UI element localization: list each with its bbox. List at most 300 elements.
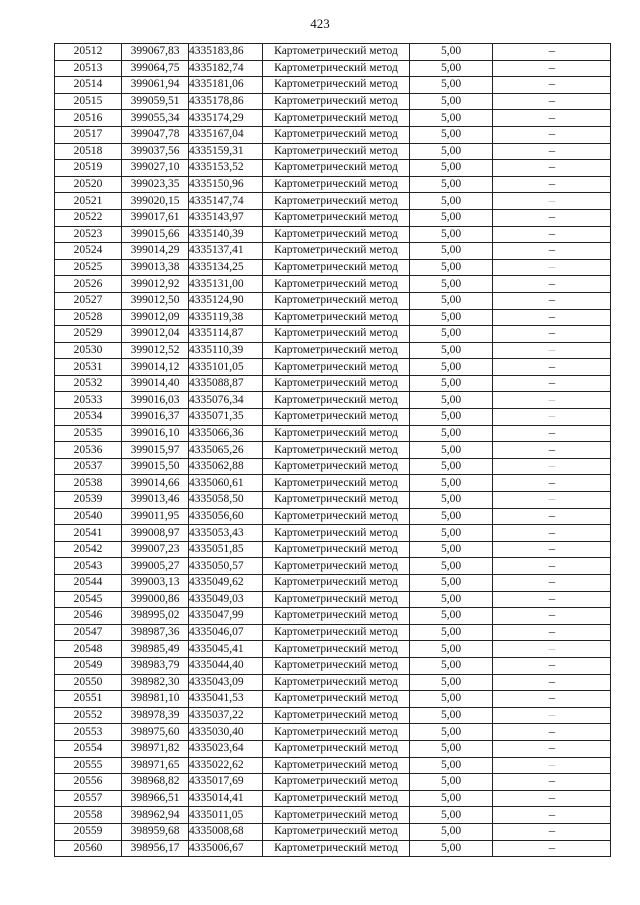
note-cell	[493, 143, 611, 160]
accuracy-cell: 5,00	[410, 657, 493, 674]
note-cell	[493, 292, 611, 309]
method-cell: Картометрический метод	[263, 276, 410, 293]
y-coordinate-cell: 4335022,62	[189, 757, 263, 774]
note-value: –	[548, 460, 555, 473]
table-row	[55, 492, 611, 509]
x-coordinate-cell: 399064,75	[122, 60, 189, 77]
y-coordinate-cell: 4335062,88	[189, 458, 263, 475]
x-coordinate-cell: 398983,79	[122, 657, 189, 674]
note-cell	[493, 60, 611, 77]
x-coordinate-cell: 399014,40	[122, 375, 189, 392]
x-coordinate-cell: 398987,36	[122, 624, 189, 641]
y-coordinate-cell: 4335110,39	[189, 342, 263, 359]
accuracy-cell: 5,00	[410, 77, 493, 94]
accuracy-cell: 5,00	[410, 292, 493, 309]
y-coordinate-cell: 4335131,00	[189, 276, 263, 293]
table-row	[55, 475, 611, 492]
y-coordinate-cell: 4335044,40	[189, 657, 263, 674]
note-value: –	[548, 509, 555, 522]
note-value: –	[548, 227, 555, 240]
note-cell	[493, 823, 611, 840]
note-cell	[493, 392, 611, 409]
point-number-cell: 20527	[55, 292, 122, 309]
x-coordinate-cell: 399012,50	[122, 292, 189, 309]
accuracy-cell: 5,00	[410, 60, 493, 77]
y-coordinate-cell: 4335014,41	[189, 790, 263, 807]
accuracy-cell: 5,00	[410, 790, 493, 807]
table-row	[55, 541, 611, 558]
note-value: –	[548, 211, 555, 224]
table-row	[55, 558, 611, 575]
point-number-cell: 20554	[55, 740, 122, 757]
accuracy-cell: 5,00	[410, 624, 493, 641]
accuracy-cell: 5,00	[410, 823, 493, 840]
y-coordinate-cell: 4335053,43	[189, 525, 263, 542]
y-coordinate-cell: 4335017,69	[189, 774, 263, 791]
note-value: –	[548, 277, 555, 290]
note-value: –	[548, 476, 555, 489]
note-value: –	[548, 261, 555, 274]
note-cell	[493, 691, 611, 708]
note-value: –	[548, 310, 555, 323]
accuracy-cell: 5,00	[410, 757, 493, 774]
note-value: –	[548, 609, 555, 622]
accuracy-cell: 5,00	[410, 143, 493, 160]
accuracy-cell: 5,00	[410, 724, 493, 741]
accuracy-cell: 5,00	[410, 558, 493, 575]
point-number-cell: 20559	[55, 823, 122, 840]
method-cell: Картометрический метод	[263, 674, 410, 691]
table-row	[55, 392, 611, 409]
note-value: –	[548, 393, 555, 406]
note-cell	[493, 160, 611, 177]
note-value: –	[548, 343, 555, 356]
note-cell	[493, 93, 611, 110]
note-cell	[493, 458, 611, 475]
note-cell	[493, 724, 611, 741]
note-cell	[493, 375, 611, 392]
point-number-cell: 20532	[55, 375, 122, 392]
note-value: –	[548, 410, 555, 423]
note-value: –	[548, 45, 555, 58]
table-row	[55, 143, 611, 160]
y-coordinate-cell: 4335153,52	[189, 160, 263, 177]
note-cell	[493, 309, 611, 326]
note-value: –	[548, 792, 555, 805]
table-row	[55, 292, 611, 309]
x-coordinate-cell: 399020,15	[122, 193, 189, 210]
note-value: –	[548, 426, 555, 439]
x-coordinate-cell: 398971,82	[122, 740, 189, 757]
y-coordinate-cell: 4335114,87	[189, 326, 263, 343]
method-cell: Картометрический метод	[263, 691, 410, 708]
note-cell	[493, 77, 611, 94]
table-row	[55, 774, 611, 791]
x-coordinate-cell: 398968,82	[122, 774, 189, 791]
note-cell	[493, 259, 611, 276]
point-number-cell: 20533	[55, 392, 122, 409]
accuracy-cell: 5,00	[410, 259, 493, 276]
y-coordinate-cell: 4335046,07	[189, 624, 263, 641]
note-cell	[493, 475, 611, 492]
accuracy-cell: 5,00	[410, 492, 493, 509]
note-value: –	[548, 841, 555, 854]
table-row	[55, 575, 611, 592]
note-value: –	[548, 709, 555, 722]
x-coordinate-cell: 399012,09	[122, 309, 189, 326]
point-number-cell: 20544	[55, 575, 122, 592]
method-cell: Картометрический метод	[263, 342, 410, 359]
method-cell: Картометрический метод	[263, 160, 410, 177]
y-coordinate-cell: 4335060,61	[189, 475, 263, 492]
x-coordinate-cell: 398956,17	[122, 840, 189, 857]
accuracy-cell: 5,00	[410, 442, 493, 459]
point-number-cell: 20529	[55, 326, 122, 343]
accuracy-cell: 5,00	[410, 807, 493, 824]
accuracy-cell: 5,00	[410, 774, 493, 791]
table-row	[55, 326, 611, 343]
note-cell	[493, 525, 611, 542]
table-row	[55, 359, 611, 376]
accuracy-cell: 5,00	[410, 608, 493, 625]
method-cell: Картометрический метод	[263, 774, 410, 791]
method-cell: Картометрический метод	[263, 492, 410, 509]
accuracy-cell: 5,00	[410, 525, 493, 542]
note-cell	[493, 541, 611, 558]
point-number-cell: 20521	[55, 193, 122, 210]
accuracy-cell: 5,00	[410, 276, 493, 293]
y-coordinate-cell: 4335006,67	[189, 840, 263, 857]
note-value: –	[548, 61, 555, 74]
table-row	[55, 60, 611, 77]
x-coordinate-cell: 398985,49	[122, 641, 189, 658]
method-cell: Картометрический метод	[263, 243, 410, 260]
accuracy-cell: 5,00	[410, 458, 493, 475]
note-cell	[493, 226, 611, 243]
x-coordinate-cell: 399059,51	[122, 93, 189, 110]
y-coordinate-cell: 4335159,31	[189, 143, 263, 160]
y-coordinate-cell: 4335181,06	[189, 77, 263, 94]
x-coordinate-cell: 399014,66	[122, 475, 189, 492]
note-cell	[493, 740, 611, 757]
accuracy-cell: 5,00	[410, 541, 493, 558]
point-number-cell: 20519	[55, 160, 122, 177]
y-coordinate-cell: 4335134,25	[189, 259, 263, 276]
method-cell: Картометрический метод	[263, 110, 410, 127]
note-value: –	[548, 725, 555, 738]
table-row	[55, 691, 611, 708]
method-cell: Картометрический метод	[263, 226, 410, 243]
method-cell: Картометрический метод	[263, 209, 410, 226]
method-cell: Картометрический метод	[263, 375, 410, 392]
accuracy-cell: 5,00	[410, 392, 493, 409]
x-coordinate-cell: 399023,35	[122, 176, 189, 193]
note-value: –	[548, 161, 555, 174]
note-value: –	[548, 493, 555, 506]
y-coordinate-cell: 4335088,87	[189, 375, 263, 392]
table-row	[55, 823, 611, 840]
x-coordinate-cell: 399013,38	[122, 259, 189, 276]
table-row	[55, 425, 611, 442]
table-row	[55, 724, 611, 741]
table-row	[55, 591, 611, 608]
note-value: –	[548, 543, 555, 556]
accuracy-cell: 5,00	[410, 44, 493, 61]
point-number-cell: 20556	[55, 774, 122, 791]
point-number-cell: 20534	[55, 409, 122, 426]
accuracy-cell: 5,00	[410, 126, 493, 143]
method-cell: Картометрический метод	[263, 409, 410, 426]
x-coordinate-cell: 399047,78	[122, 126, 189, 143]
accuracy-cell: 5,00	[410, 93, 493, 110]
table-row	[55, 707, 611, 724]
method-cell: Картометрический метод	[263, 309, 410, 326]
y-coordinate-cell: 4335051,85	[189, 541, 263, 558]
table-row	[55, 375, 611, 392]
note-value: –	[548, 327, 555, 340]
accuracy-cell: 5,00	[410, 409, 493, 426]
note-value: –	[548, 294, 555, 307]
note-value: –	[548, 775, 555, 788]
point-number-cell: 20526	[55, 276, 122, 293]
y-coordinate-cell: 4335041,53	[189, 691, 263, 708]
x-coordinate-cell: 398978,39	[122, 707, 189, 724]
point-number-cell: 20546	[55, 608, 122, 625]
method-cell: Картометрический метод	[263, 292, 410, 309]
x-coordinate-cell: 398982,30	[122, 674, 189, 691]
method-cell: Картометрический метод	[263, 176, 410, 193]
x-coordinate-cell: 399012,52	[122, 342, 189, 359]
accuracy-cell: 5,00	[410, 691, 493, 708]
accuracy-cell: 5,00	[410, 840, 493, 857]
accuracy-cell: 5,00	[410, 176, 493, 193]
x-coordinate-cell: 399012,04	[122, 326, 189, 343]
accuracy-cell: 5,00	[410, 475, 493, 492]
x-coordinate-cell: 399027,10	[122, 160, 189, 177]
x-coordinate-cell: 399067,83	[122, 44, 189, 61]
table-row	[55, 77, 611, 94]
accuracy-cell: 5,00	[410, 110, 493, 127]
method-cell: Картометрический метод	[263, 77, 410, 94]
note-value: –	[548, 642, 555, 655]
accuracy-cell: 5,00	[410, 226, 493, 243]
point-number-cell: 20515	[55, 93, 122, 110]
table-row	[55, 525, 611, 542]
x-coordinate-cell: 399055,34	[122, 110, 189, 127]
point-number-cell: 20540	[55, 508, 122, 525]
note-cell	[493, 707, 611, 724]
note-value: –	[548, 576, 555, 589]
method-cell: Картометрический метод	[263, 558, 410, 575]
accuracy-cell: 5,00	[410, 359, 493, 376]
method-cell: Картометрический метод	[263, 508, 410, 525]
y-coordinate-cell: 4335150,96	[189, 176, 263, 193]
accuracy-cell: 5,00	[410, 508, 493, 525]
accuracy-cell: 5,00	[410, 674, 493, 691]
table-row	[55, 93, 611, 110]
point-number-cell: 20535	[55, 425, 122, 442]
x-coordinate-cell: 399015,50	[122, 458, 189, 475]
note-cell	[493, 674, 611, 691]
x-coordinate-cell: 398966,51	[122, 790, 189, 807]
table-row	[55, 126, 611, 143]
y-coordinate-cell: 4335047,99	[189, 608, 263, 625]
y-coordinate-cell: 4335140,39	[189, 226, 263, 243]
table-row	[55, 276, 611, 293]
table-row	[55, 807, 611, 824]
note-value: –	[548, 178, 555, 191]
note-cell	[493, 641, 611, 658]
point-number-cell: 20555	[55, 757, 122, 774]
method-cell: Картометрический метод	[263, 823, 410, 840]
note-value: –	[548, 692, 555, 705]
point-number-cell: 20517	[55, 126, 122, 143]
point-number-cell: 20536	[55, 442, 122, 459]
table-row	[55, 44, 611, 61]
point-number-cell: 20541	[55, 525, 122, 542]
x-coordinate-cell: 399016,37	[122, 409, 189, 426]
method-cell: Картометрический метод	[263, 657, 410, 674]
note-cell	[493, 508, 611, 525]
note-cell	[493, 276, 611, 293]
method-cell: Картометрический метод	[263, 143, 410, 160]
note-cell	[493, 176, 611, 193]
table-row	[55, 259, 611, 276]
point-number-cell: 20522	[55, 209, 122, 226]
note-cell	[493, 840, 611, 857]
note-cell	[493, 342, 611, 359]
note-cell	[493, 425, 611, 442]
x-coordinate-cell: 399005,27	[122, 558, 189, 575]
y-coordinate-cell: 4335030,40	[189, 724, 263, 741]
note-value: –	[548, 626, 555, 639]
x-coordinate-cell: 399008,97	[122, 525, 189, 542]
note-cell	[493, 326, 611, 343]
method-cell: Картометрический метод	[263, 458, 410, 475]
point-number-cell: 20537	[55, 458, 122, 475]
note-value: –	[548, 128, 555, 141]
table-row	[55, 110, 611, 127]
note-value: –	[548, 144, 555, 157]
table-row	[55, 740, 611, 757]
point-number-cell: 20549	[55, 657, 122, 674]
point-number-cell: 20523	[55, 226, 122, 243]
y-coordinate-cell: 4335182,74	[189, 60, 263, 77]
point-number-cell: 20558	[55, 807, 122, 824]
method-cell: Картометрический метод	[263, 840, 410, 857]
x-coordinate-cell: 398981,10	[122, 691, 189, 708]
method-cell: Картометрический метод	[263, 475, 410, 492]
y-coordinate-cell: 4335066,36	[189, 425, 263, 442]
y-coordinate-cell: 4335071,35	[189, 409, 263, 426]
accuracy-cell: 5,00	[410, 641, 493, 658]
point-number-cell: 20550	[55, 674, 122, 691]
point-number-cell: 20548	[55, 641, 122, 658]
x-coordinate-cell: 399000,86	[122, 591, 189, 608]
accuracy-cell: 5,00	[410, 375, 493, 392]
note-cell	[493, 608, 611, 625]
y-coordinate-cell: 4335049,62	[189, 575, 263, 592]
x-coordinate-cell: 399015,97	[122, 442, 189, 459]
y-coordinate-cell: 4335167,04	[189, 126, 263, 143]
y-coordinate-cell: 4335137,41	[189, 243, 263, 260]
point-number-cell: 20512	[55, 44, 122, 61]
table-row	[55, 309, 611, 326]
accuracy-cell: 5,00	[410, 707, 493, 724]
point-number-cell: 20524	[55, 243, 122, 260]
table-row	[55, 342, 611, 359]
y-coordinate-cell: 4335056,60	[189, 508, 263, 525]
accuracy-cell: 5,00	[410, 425, 493, 442]
method-cell: Картометрический метод	[263, 707, 410, 724]
table-row	[55, 160, 611, 177]
table-row	[55, 243, 611, 260]
table-row	[55, 608, 611, 625]
accuracy-cell: 5,00	[410, 243, 493, 260]
accuracy-cell: 5,00	[410, 160, 493, 177]
table-row	[55, 840, 611, 857]
note-cell	[493, 657, 611, 674]
x-coordinate-cell: 399016,10	[122, 425, 189, 442]
note-cell	[493, 757, 611, 774]
y-coordinate-cell: 4335058,50	[189, 492, 263, 509]
point-number-cell: 20542	[55, 541, 122, 558]
method-cell: Картометрический метод	[263, 326, 410, 343]
x-coordinate-cell: 399061,94	[122, 77, 189, 94]
y-coordinate-cell: 4335045,41	[189, 641, 263, 658]
y-coordinate-cell: 4335008,68	[189, 823, 263, 840]
y-coordinate-cell: 4335011,05	[189, 807, 263, 824]
page-number: 423	[310, 16, 330, 31]
note-value: –	[548, 526, 555, 539]
method-cell: Картометрический метод	[263, 392, 410, 409]
y-coordinate-cell: 4335043,09	[189, 674, 263, 691]
method-cell: Картометрический метод	[263, 93, 410, 110]
method-cell: Картометрический метод	[263, 425, 410, 442]
point-number-cell: 20547	[55, 624, 122, 641]
point-number-cell: 20516	[55, 110, 122, 127]
x-coordinate-cell: 399017,61	[122, 209, 189, 226]
note-value: –	[548, 377, 555, 390]
method-cell: Картометрический метод	[263, 575, 410, 592]
method-cell: Картометрический метод	[263, 608, 410, 625]
y-coordinate-cell: 4335119,38	[189, 309, 263, 326]
method-cell: Картометрический метод	[263, 259, 410, 276]
method-cell: Картометрический метод	[263, 641, 410, 658]
note-value: –	[548, 443, 555, 456]
note-value: –	[548, 194, 555, 207]
note-value: –	[548, 825, 555, 838]
x-coordinate-cell: 398959,68	[122, 823, 189, 840]
method-cell: Картометрический метод	[263, 60, 410, 77]
method-cell: Картометрический метод	[263, 525, 410, 542]
x-coordinate-cell: 398962,94	[122, 807, 189, 824]
note-value: –	[548, 111, 555, 124]
note-cell	[493, 624, 611, 641]
y-coordinate-cell: 4335023,64	[189, 740, 263, 757]
point-number-cell: 20520	[55, 176, 122, 193]
point-number-cell: 20528	[55, 309, 122, 326]
point-number-cell: 20557	[55, 790, 122, 807]
note-value: –	[548, 758, 555, 771]
note-value: –	[548, 675, 555, 688]
method-cell: Картометрический метод	[263, 807, 410, 824]
method-cell: Картометрический метод	[263, 442, 410, 459]
accuracy-cell: 5,00	[410, 740, 493, 757]
note-cell	[493, 807, 611, 824]
point-number-cell: 20518	[55, 143, 122, 160]
y-coordinate-cell: 4335147,74	[189, 193, 263, 210]
